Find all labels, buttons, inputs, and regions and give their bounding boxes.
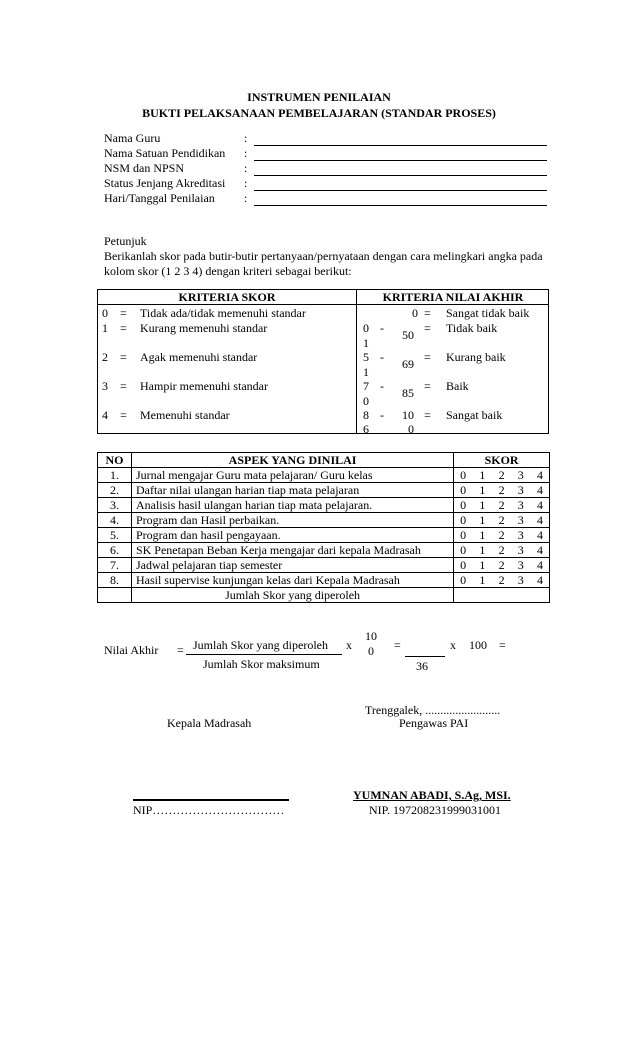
score-option[interactable]: 2 <box>498 543 505 557</box>
aspek-table <box>97 452 550 603</box>
nilai-a2: 0 <box>363 394 369 408</box>
score-option[interactable]: 1 <box>479 543 486 557</box>
petunjuk-line1: Berikanlah skor pada butir-butir pertanyaan/pernyataan dengan cara melingkari angka pada <box>104 249 543 263</box>
score-option[interactable]: 3 <box>517 528 524 542</box>
score-option[interactable]: 1 <box>479 468 486 482</box>
score-options <box>454 468 550 483</box>
nilai-a: 5 <box>363 350 369 364</box>
aspek-text: Jurnal mengajar Guru mata pelajaran/ Guru kelas <box>131 468 453 483</box>
score-option[interactable]: 3 <box>517 498 524 512</box>
aspek-row <box>98 558 550 573</box>
score-option[interactable]: 1 <box>479 483 486 497</box>
nilai-eq: = <box>424 350 431 364</box>
pengawas-title: Pengawas PAI <box>399 716 469 730</box>
score-option[interactable]: 3 <box>517 513 524 527</box>
formula-x2: x <box>450 638 456 652</box>
nilai-a2: 1 <box>363 336 369 350</box>
score-options <box>454 483 550 498</box>
score-option[interactable]: 2 <box>498 558 505 572</box>
score-option[interactable]: 0 <box>460 498 467 512</box>
nilai-a2: 6 <box>363 422 369 436</box>
skor-text: Hampir memenuhi standar <box>140 379 268 393</box>
nilai-eq: = <box>424 321 431 335</box>
petunjuk-line2: kolom skor (1 2 3 4) dengan kriteri sebagai berikut: <box>104 264 352 278</box>
score-option[interactable]: 0 <box>460 528 467 542</box>
nilai-b: 10 <box>402 408 414 422</box>
nilai-b: 50 <box>402 328 414 342</box>
nilai-eq: = <box>424 408 431 422</box>
aspek-text: Hasil supervise kunjungan kelas dari Kepala Madrasah <box>131 573 453 588</box>
skor-eq: = <box>120 321 127 335</box>
aspek-no: 3. <box>98 498 132 513</box>
field-line-tanggal[interactable] <box>254 205 547 206</box>
nilai-a: 8 <box>363 408 369 422</box>
nilai-text: Sangat tidak baik <box>446 306 530 320</box>
formula-x1: x <box>346 638 352 652</box>
skor-text: Tidak ada/tidak memenuhi standar <box>140 306 306 320</box>
skor-eq: = <box>120 350 127 364</box>
formula-label: Nilai Akhir <box>104 643 159 657</box>
score-option[interactable]: 2 <box>498 573 505 587</box>
score-option[interactable]: 2 <box>498 528 505 542</box>
field-label-nsm: NSM dan NPSN <box>104 161 185 175</box>
score-option[interactable]: 2 <box>498 483 505 497</box>
nilai-text: Baik <box>446 379 469 393</box>
skor-eq: = <box>120 408 127 422</box>
aspek-no: 1. <box>98 468 132 483</box>
aspek-row <box>98 513 550 528</box>
nilai-dash: - <box>380 350 384 364</box>
title-line2: BUKTI PELAKSANAAN PEMBELAJARAN (STANDAR PROSES) <box>142 106 496 120</box>
score-option[interactable]: 0 <box>460 558 467 572</box>
score-option[interactable]: 3 <box>517 558 524 572</box>
score-option[interactable]: 1 <box>479 513 486 527</box>
score-option[interactable]: 4 <box>536 558 543 572</box>
score-option[interactable]: 3 <box>517 573 524 587</box>
header-skor: SKOR <box>454 453 550 468</box>
jumlah-label: Jumlah Skor yang diperoleh <box>131 588 453 603</box>
score-option[interactable]: 4 <box>536 543 543 557</box>
score-option[interactable]: 0 <box>460 513 467 527</box>
skor-text: Agak memenuhi standar <box>140 350 258 364</box>
jumlah-value-cell[interactable] <box>454 588 550 603</box>
field-sep: : <box>244 191 248 205</box>
nilai-b2: 0 <box>408 422 414 436</box>
score-option[interactable]: 4 <box>536 468 543 482</box>
field-sep: : <box>244 146 248 160</box>
formula-eq2: = <box>394 638 401 652</box>
nilai-dash: - <box>380 321 384 335</box>
nilai-a2: 1 <box>363 365 369 379</box>
score-option[interactable]: 1 <box>479 528 486 542</box>
score-option[interactable]: 4 <box>536 483 543 497</box>
pengawas-nip: NIP. 197208231999031001 <box>369 803 502 817</box>
skor-num: 4 <box>102 408 108 422</box>
field-label-nama-guru: Nama Guru <box>104 131 161 145</box>
aspek-header-row <box>98 453 550 468</box>
nilai-eq: = <box>424 306 431 320</box>
result-bar[interactable] <box>405 656 445 657</box>
aspek-text: Jadwal pelajaran tiap semester <box>131 558 453 573</box>
skor-num: 0 <box>102 306 108 320</box>
nilai-dash: - <box>380 379 384 393</box>
kepala-nip: NIP…………………………… <box>133 803 285 817</box>
fraction-bar <box>186 654 342 655</box>
score-options <box>454 498 550 513</box>
score-options <box>454 543 550 558</box>
pengawas-name: YUMNAN ABADI, S.Ag, MSI. <box>353 788 511 802</box>
skor-text: Kurang memenuhi standar <box>140 321 268 335</box>
aspek-text: SK Penetapan Beban Kerja mengajar dari kepala Madrasah <box>131 543 453 558</box>
formula-hundred-bot: 0 <box>368 644 374 658</box>
score-option[interactable]: 1 <box>479 498 486 512</box>
header-aspek: ASPEK YANG DINILAI <box>131 453 453 468</box>
score-option[interactable]: 0 <box>460 483 467 497</box>
field-label-tanggal: Hari/Tanggal Penilaian <box>104 191 215 205</box>
score-option[interactable]: 2 <box>498 498 505 512</box>
score-option[interactable]: 0 <box>460 468 467 482</box>
field-label-satuan: Nama Satuan Pendidikan <box>104 146 226 160</box>
skor-eq: = <box>120 379 127 393</box>
skor-text: Memenuhi standar <box>140 408 230 422</box>
score-option[interactable]: 4 <box>536 528 543 542</box>
formula-denominator: Jumlah Skor maksimum <box>203 657 320 671</box>
formula-eq1: = <box>177 643 184 657</box>
place-date: Trenggalek, ......................... <box>365 703 501 717</box>
nilai-a: 7 <box>363 379 369 393</box>
score-options <box>454 528 550 543</box>
kepala-signature-line <box>133 799 289 801</box>
formula-hundred-top: 10 <box>365 629 377 643</box>
aspek-row <box>98 573 550 588</box>
score-option[interactable]: 2 <box>498 468 505 482</box>
score-option[interactable]: 2 <box>498 513 505 527</box>
score-options <box>454 573 550 588</box>
formula-max: 36 <box>416 659 428 673</box>
aspek-row <box>98 483 550 498</box>
criteria-box <box>97 289 549 434</box>
field-sep: : <box>244 131 248 145</box>
skor-num: 3 <box>102 379 108 393</box>
score-option[interactable]: 4 <box>536 573 543 587</box>
nilai-text: Tidak baik <box>446 321 498 335</box>
score-option[interactable]: 3 <box>517 543 524 557</box>
field-line-nama-guru[interactable] <box>254 145 547 146</box>
score-option[interactable]: 1 <box>479 573 486 587</box>
field-line-satuan[interactable] <box>254 160 547 161</box>
aspek-no: 6. <box>98 543 132 558</box>
aspek-row <box>98 468 550 483</box>
skor-eq: = <box>120 306 127 320</box>
title-line1: INSTRUMEN PENILAIAN <box>247 90 391 104</box>
field-sep: : <box>244 161 248 175</box>
header-no: NO <box>98 453 132 468</box>
nilai-b: 85 <box>402 386 414 400</box>
score-option[interactable]: 4 <box>536 498 543 512</box>
aspek-row <box>98 543 550 558</box>
aspek-no: 8. <box>98 573 132 588</box>
aspek-no: 5. <box>98 528 132 543</box>
formula-hundred: 100 <box>469 638 487 652</box>
score-option[interactable]: 3 <box>517 483 524 497</box>
aspek-no: 4. <box>98 513 132 528</box>
nilai-b: 69 <box>402 357 414 371</box>
aspek-text: Analisis hasil ulangan harian tiap mata pelajaran. <box>131 498 453 513</box>
field-label-akreditasi: Status Jenjang Akreditasi <box>104 176 226 190</box>
aspek-text: Program dan hasil pengayaan. <box>131 528 453 543</box>
nilai-dash: - <box>380 408 384 422</box>
skor-num: 2 <box>102 350 108 364</box>
aspek-no: 7. <box>98 558 132 573</box>
aspek-text: Daftar nilai ulangan harian tiap mata pelajaran <box>131 483 453 498</box>
formula-eq3: = <box>499 638 506 652</box>
field-sep: : <box>244 176 248 190</box>
aspek-row <box>98 528 550 543</box>
nilai-text: Kurang baik <box>446 350 506 364</box>
aspek-row <box>98 498 550 513</box>
score-options <box>454 513 550 528</box>
score-option[interactable]: 0 <box>460 543 467 557</box>
nilai-a: 0 <box>363 321 369 335</box>
jumlah-row <box>98 588 550 603</box>
score-option[interactable]: 4 <box>536 513 543 527</box>
petunjuk-title: Petunjuk <box>104 234 147 248</box>
field-line-nsm[interactable] <box>254 175 547 176</box>
score-option[interactable]: 3 <box>517 468 524 482</box>
score-option[interactable]: 1 <box>479 558 486 572</box>
skor-num: 1 <box>102 321 108 335</box>
aspek-text: Program dan Hasil perbaikan. <box>131 513 453 528</box>
criteria-nilai-header: KRITERIA NILAI AKHIR <box>382 290 524 304</box>
aspek-no: 2. <box>98 483 132 498</box>
score-options <box>454 558 550 573</box>
criteria-skor-header: KRITERIA SKOR <box>178 290 276 304</box>
nilai-eq: = <box>424 379 431 393</box>
formula-numerator: Jumlah Skor yang diperoleh <box>193 638 328 652</box>
score-option[interactable]: 0 <box>460 573 467 587</box>
nilai-text: Sangat baik <box>446 408 503 422</box>
nilai-b: 0 <box>412 306 418 320</box>
kepala-title: Kepala Madrasah <box>167 716 252 730</box>
field-line-akreditasi[interactable] <box>254 190 547 191</box>
